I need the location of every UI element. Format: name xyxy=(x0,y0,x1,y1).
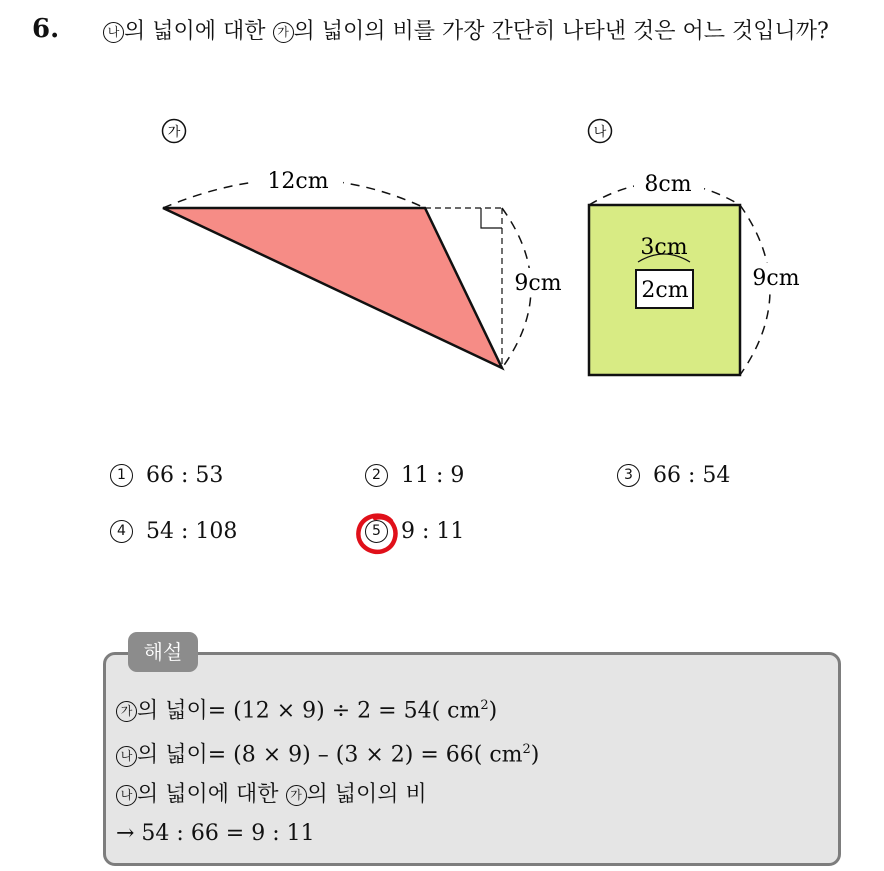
choice-4[interactable] xyxy=(110,519,237,544)
solution-line-1-text: 의 넓이= (12 × 9) ÷ 2 = 54( cm xyxy=(137,698,481,724)
right-angle-mark xyxy=(481,208,502,228)
question-text-part2: 의 넓이의 비를 가장 간단히 나타낸 것은 어느 것입니까? xyxy=(293,19,829,44)
inner-width-label: 3cm xyxy=(640,235,688,260)
circled-label-a: 가 xyxy=(116,701,137,722)
circled-label-b: 나 xyxy=(116,746,137,767)
rect-width-label: 8cm xyxy=(644,172,692,197)
figure-a-label: 가 xyxy=(167,125,181,140)
choice-text: 11 : 9 xyxy=(401,463,465,488)
solution-line-3 xyxy=(116,775,539,814)
triangle-width-label: 12cm xyxy=(267,169,329,194)
answer-circle-stroke xyxy=(358,516,395,552)
question-text-part1: 의 넓이에 대한 xyxy=(124,19,273,44)
solution-line-3-text2: 의 넓이의 비 xyxy=(306,781,427,807)
inner-height-label: 2cm xyxy=(641,278,689,303)
choice-number: 2 xyxy=(365,464,388,487)
solution-line-2 xyxy=(116,730,539,774)
triangle-shape xyxy=(163,208,502,368)
choice-3[interactable] xyxy=(617,463,730,488)
choice-1[interactable] xyxy=(110,463,223,488)
answer-mark-icon xyxy=(353,509,403,559)
question-number: 6. xyxy=(32,14,60,44)
choice-text: 66 : 54 xyxy=(653,463,731,488)
choice-text: 9 : 11 xyxy=(401,519,465,544)
choice-2[interactable] xyxy=(365,463,464,488)
choice-text: 54 : 108 xyxy=(146,519,238,544)
unit-exponent: 2 xyxy=(480,698,489,713)
unit-close: ) xyxy=(488,698,498,724)
solution-tag: 해설 xyxy=(128,632,198,672)
solution-line-1 xyxy=(116,686,539,730)
choice-number: 3 xyxy=(617,464,640,487)
solution-lines xyxy=(116,686,539,853)
circled-label-a: 가 xyxy=(286,785,307,806)
choice-number: 5 xyxy=(365,520,388,543)
circled-label-b: 나 xyxy=(103,22,124,43)
unit-close: ) xyxy=(530,742,540,768)
circled-label-a: 가 xyxy=(273,22,294,43)
rect-height-label: 9cm xyxy=(752,266,800,291)
triangle-height-label: 9cm xyxy=(514,271,562,296)
choice-number: 4 xyxy=(110,520,133,543)
solution-line-2-text: 의 넓이= (8 × 9) – (3 × 2) = 66( cm xyxy=(137,742,523,768)
figure-a xyxy=(163,120,567,369)
solution-line-4: → 54 : 66 = 9 : 11 xyxy=(116,820,315,846)
solution-line-3-text1: 의 넓이에 대한 xyxy=(137,781,286,807)
choice-text: 66 : 53 xyxy=(146,463,224,488)
unit-exponent: 2 xyxy=(522,742,531,758)
figure-b-label: 나 xyxy=(593,125,607,140)
circled-label-b: 나 xyxy=(116,785,137,806)
figure-b xyxy=(589,120,805,376)
choice-number: 1 xyxy=(110,464,133,487)
